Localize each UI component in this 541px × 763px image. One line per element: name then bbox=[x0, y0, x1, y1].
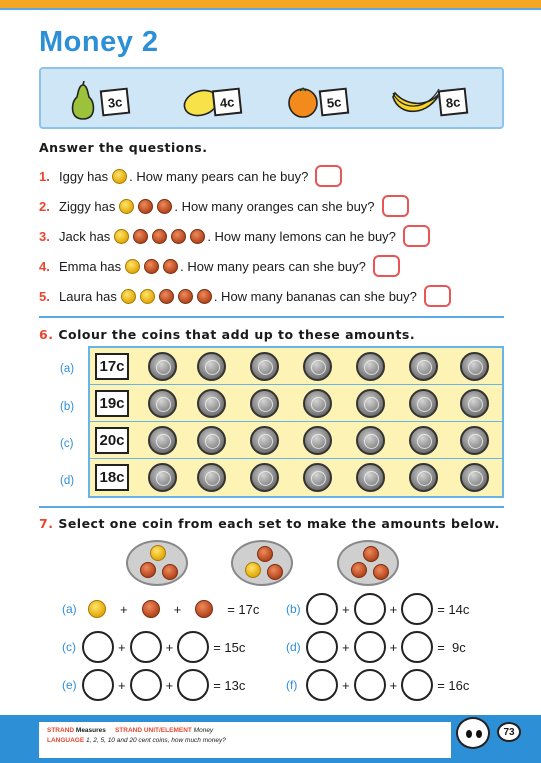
answer-box[interactable] bbox=[382, 195, 409, 217]
equation-label: (f) bbox=[286, 678, 298, 692]
equation-result: = 17c bbox=[227, 601, 260, 617]
copper-coin-icon bbox=[157, 199, 172, 214]
coin-answer-circle[interactable] bbox=[82, 631, 114, 663]
plus-sign: + bbox=[118, 639, 126, 655]
question-number: 3. bbox=[39, 228, 50, 244]
question-4 bbox=[39, 255, 400, 277]
section-answer-title: Answer the questions. bbox=[39, 140, 208, 155]
euro-coin-icon[interactable] bbox=[409, 426, 438, 455]
language-line bbox=[47, 736, 443, 746]
euro-coin-icon[interactable] bbox=[356, 426, 385, 455]
euro-coin-icon[interactable] bbox=[356, 463, 385, 492]
top-border bbox=[0, 0, 541, 8]
euro-coin-icon[interactable] bbox=[197, 463, 226, 492]
euro-coin-icon[interactable] bbox=[148, 463, 177, 492]
question-name: Laura has bbox=[59, 288, 117, 304]
equation-d bbox=[286, 630, 466, 664]
equation-label: (e) bbox=[62, 678, 77, 692]
price-tag-banana: 8c bbox=[438, 88, 469, 117]
gold-coin-icon bbox=[140, 289, 155, 304]
price-tag-lemon: 4c bbox=[212, 88, 243, 117]
equation-label: (d) bbox=[286, 640, 301, 654]
copper-coin-icon[interactable] bbox=[140, 562, 156, 578]
amount-box: 20c bbox=[95, 427, 129, 454]
coin-answer-circle[interactable] bbox=[354, 669, 386, 701]
coin-set-3 bbox=[337, 540, 399, 586]
copper-coin-icon[interactable] bbox=[351, 562, 367, 578]
copper-coin-icon[interactable] bbox=[373, 564, 389, 580]
row-label-c: (c) bbox=[60, 438, 74, 450]
coin-answer-circle[interactable] bbox=[401, 593, 433, 625]
coin-answer-circle[interactable] bbox=[177, 631, 209, 663]
question-1 bbox=[39, 165, 342, 187]
euro-coin-icon[interactable] bbox=[197, 389, 226, 418]
question-text: . How many oranges can she buy? bbox=[174, 198, 375, 214]
copper-coin-icon[interactable] bbox=[162, 564, 178, 580]
coin-answer-circle[interactable] bbox=[401, 631, 433, 663]
question-name: Iggy has bbox=[59, 168, 109, 184]
gold-coin-icon bbox=[125, 259, 140, 274]
copper-coin-icon bbox=[178, 289, 193, 304]
coin-answer-circle[interactable] bbox=[306, 669, 338, 701]
section-7-number: 7. bbox=[39, 516, 54, 531]
copper-coin-icon[interactable] bbox=[257, 546, 273, 562]
coin-row-a bbox=[90, 348, 502, 385]
euro-coin-icon[interactable] bbox=[250, 426, 279, 455]
plus-sign: + bbox=[165, 639, 174, 655]
euro-coin-icon[interactable] bbox=[197, 426, 226, 455]
equation-label: (c) bbox=[62, 640, 76, 654]
language-label: LANGUAGE bbox=[47, 737, 85, 745]
euro-coin-icon[interactable] bbox=[250, 463, 279, 492]
question-text: . How many bananas can she buy? bbox=[213, 288, 417, 304]
question-2 bbox=[39, 195, 409, 217]
copper-coin-icon bbox=[197, 289, 212, 304]
amount-box: 18c bbox=[95, 464, 129, 491]
plus-sign: + bbox=[120, 601, 128, 617]
curriculum-strip bbox=[39, 722, 451, 758]
question-number: 1. bbox=[39, 168, 50, 184]
question-name: Ziggy has bbox=[59, 198, 116, 214]
equation-a bbox=[62, 592, 259, 626]
mascot-icon bbox=[456, 717, 490, 749]
gold-coin-icon bbox=[88, 600, 106, 618]
gold-coin-icon bbox=[114, 229, 129, 244]
euro-coin-icon[interactable] bbox=[250, 389, 279, 418]
question-5 bbox=[39, 285, 451, 307]
plus-sign: + bbox=[389, 639, 398, 655]
fruit-banana bbox=[389, 77, 469, 123]
coin-answer-circle[interactable] bbox=[354, 593, 386, 625]
euro-coin-icon[interactable] bbox=[303, 426, 332, 455]
row-label-d: (d) bbox=[60, 475, 75, 487]
section-7-text: Select one coin from each set to make the amounts below. bbox=[58, 516, 500, 531]
equation-result: = 9c bbox=[437, 639, 466, 655]
section-6-title bbox=[39, 327, 415, 342]
equation-c bbox=[62, 630, 245, 664]
gold-coin-icon[interactable] bbox=[150, 545, 166, 561]
question-3 bbox=[39, 225, 430, 247]
question-number: 5. bbox=[39, 288, 50, 304]
orange-icon bbox=[286, 85, 320, 119]
fruit-pear bbox=[69, 77, 149, 123]
gold-coin-icon bbox=[112, 169, 127, 184]
euro-coin-icon[interactable] bbox=[460, 352, 489, 381]
language-value: 1, 2, 5, 10 and 20 cent coins, how much money? bbox=[86, 737, 226, 745]
strand-label: STRAND bbox=[47, 727, 75, 734]
euro-coin-icon[interactable] bbox=[409, 463, 438, 492]
equation-result: = 13c bbox=[213, 677, 246, 693]
euro-coin-icon[interactable] bbox=[356, 352, 385, 381]
section-divider bbox=[39, 316, 504, 318]
copper-coin-icon[interactable] bbox=[363, 546, 379, 562]
section-6-text: Colour the coins that add up to these amounts. bbox=[58, 327, 416, 342]
answer-box[interactable] bbox=[424, 285, 451, 307]
section-6-number: 6. bbox=[39, 327, 54, 342]
euro-coin-icon[interactable] bbox=[409, 352, 438, 381]
gold-coin-icon bbox=[119, 199, 134, 214]
euro-coin-icon[interactable] bbox=[303, 463, 332, 492]
fruit-price-panel bbox=[39, 67, 504, 129]
coin-answer-circle[interactable] bbox=[354, 631, 386, 663]
price-tag-orange: 5c bbox=[319, 88, 350, 117]
question-number: 4. bbox=[39, 258, 50, 274]
plus-sign: + bbox=[342, 639, 350, 655]
copper-coin-icon bbox=[138, 199, 153, 214]
fruit-orange bbox=[286, 77, 366, 123]
plus-sign: + bbox=[342, 601, 350, 617]
amount-box: 17c bbox=[95, 353, 129, 380]
copper-coin-icon[interactable] bbox=[267, 564, 283, 580]
copper-coin-icon bbox=[171, 229, 186, 244]
mascot-eye bbox=[466, 730, 472, 738]
copper-coin-icon bbox=[195, 600, 213, 618]
coin-answer-circle[interactable] bbox=[130, 631, 162, 663]
coin-answer-circle[interactable] bbox=[82, 669, 114, 701]
euro-coin-icon[interactable] bbox=[303, 389, 332, 418]
euro-coin-icon[interactable] bbox=[148, 426, 177, 455]
top-border-accent bbox=[0, 8, 541, 10]
plus-sign: + bbox=[389, 601, 398, 617]
row-label-a: (a) bbox=[60, 363, 75, 375]
coin-set-1 bbox=[126, 540, 188, 586]
amount-box: 19c bbox=[95, 390, 129, 417]
euro-coin-icon[interactable] bbox=[409, 389, 438, 418]
copper-coin-icon bbox=[152, 229, 167, 244]
plus-sign: + bbox=[389, 677, 398, 693]
euro-coin-icon[interactable] bbox=[197, 352, 226, 381]
answer-box[interactable] bbox=[315, 165, 342, 187]
pear-icon bbox=[69, 81, 97, 121]
page-number: 73 bbox=[497, 722, 521, 742]
coin-set-2 bbox=[231, 540, 293, 586]
plus-sign: + bbox=[165, 677, 174, 693]
question-text: . How many pears can he buy? bbox=[129, 168, 309, 184]
coin-row-d bbox=[90, 459, 502, 496]
coin-colouring-table bbox=[88, 346, 504, 498]
equation-label: (b) bbox=[286, 602, 301, 616]
plus-sign: + bbox=[118, 677, 126, 693]
euro-coin-icon[interactable] bbox=[250, 352, 279, 381]
section-7-title bbox=[39, 516, 500, 531]
plus-sign: + bbox=[173, 601, 182, 617]
mascot-eye bbox=[476, 730, 482, 738]
gold-coin-icon[interactable] bbox=[245, 562, 261, 578]
copper-coin-icon bbox=[163, 259, 178, 274]
element-label: STRAND UNIT/ELEMENT bbox=[114, 727, 192, 734]
copper-coin-icon bbox=[142, 600, 160, 618]
euro-coin-icon[interactable] bbox=[148, 352, 177, 381]
plus-sign: + bbox=[342, 677, 350, 693]
coin-answer-circle[interactable] bbox=[306, 593, 338, 625]
coin-row-c bbox=[90, 422, 502, 459]
coin-answer-circle[interactable] bbox=[130, 669, 162, 701]
page-title: Money 2 bbox=[39, 26, 159, 58]
answer-box[interactable] bbox=[403, 225, 430, 247]
coin-answer-circle[interactable] bbox=[401, 669, 433, 701]
question-text: . How many pears can she buy? bbox=[180, 258, 366, 274]
copper-coin-icon bbox=[144, 259, 159, 274]
equation-result: = 14c bbox=[437, 601, 470, 617]
equation-result: = 15c bbox=[213, 639, 246, 655]
equation-f bbox=[286, 668, 469, 702]
row-label-b: (b) bbox=[60, 401, 75, 413]
coin-answer-circle[interactable] bbox=[177, 669, 209, 701]
equation-result: = 16c bbox=[437, 677, 470, 693]
euro-coin-icon[interactable] bbox=[460, 426, 489, 455]
question-number: 2. bbox=[39, 198, 50, 214]
strand-value: Measures bbox=[75, 727, 106, 734]
euro-coin-icon[interactable] bbox=[460, 463, 489, 492]
copper-coin-icon bbox=[190, 229, 205, 244]
equation-b bbox=[286, 592, 469, 626]
question-name: Emma has bbox=[59, 258, 122, 274]
euro-coin-icon[interactable] bbox=[460, 389, 489, 418]
question-name: Jack has bbox=[59, 228, 111, 244]
copper-coin-icon bbox=[159, 289, 174, 304]
strand-line bbox=[47, 726, 443, 736]
coin-answer-circle[interactable] bbox=[306, 631, 338, 663]
price-tag-pear: 3c bbox=[100, 88, 131, 117]
euro-coin-icon[interactable] bbox=[356, 389, 385, 418]
gold-coin-icon bbox=[121, 289, 136, 304]
answer-box[interactable] bbox=[373, 255, 400, 277]
euro-coin-icon[interactable] bbox=[303, 352, 332, 381]
banana-icon bbox=[389, 83, 445, 119]
fruit-lemon bbox=[181, 77, 261, 123]
section-divider bbox=[39, 506, 504, 508]
equation-e bbox=[62, 668, 245, 702]
element-value: Money bbox=[193, 727, 214, 734]
equation-label: (a) bbox=[62, 602, 77, 616]
copper-coin-icon bbox=[133, 229, 148, 244]
coin-row-b bbox=[90, 385, 502, 422]
question-text: . How many lemons can he buy? bbox=[207, 228, 396, 244]
euro-coin-icon[interactable] bbox=[148, 389, 177, 418]
